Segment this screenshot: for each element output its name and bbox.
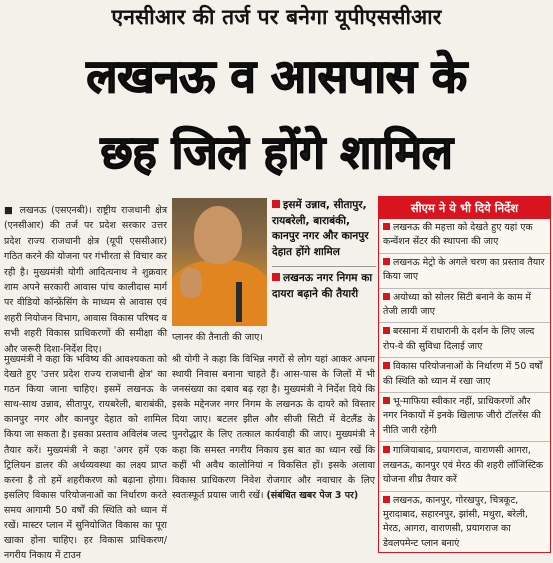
directives-title: सीएम ने ये भी दिये निर्देश xyxy=(379,197,550,219)
directive-item: गाजियाबाद, प्रयागराज, वाराणसी आगरा, लखनऊ, कानपुर एवं मेरठ की शहरी लॉजिस्टिक योजना शीघ्र तैयार करें xyxy=(379,442,550,491)
planner-line: प्लानर की तैनाती की जाए। xyxy=(172,332,263,343)
photo-microphone xyxy=(236,282,242,322)
directive-item: अयोध्या को सोलर सिटी बनाने के काम में तेजी लायी जाए xyxy=(379,289,550,324)
directives-box xyxy=(378,196,551,553)
article-body-column-1 xyxy=(4,352,167,563)
directive-item: लखनऊ, कानपुर, गोरखपुर, चित्रकूट, मुरादाबाद, सहारनपुर, झांसी, मथुरा, बरेली, मेरठ, आगरा, वाराणसी, प्रयागराज का डेवलपमेन्ट प्लान बनाएं xyxy=(383,494,528,549)
bullet-square-icon xyxy=(383,293,390,300)
bullet-square-icon xyxy=(383,362,390,369)
directive-item: लखनऊ की महत्ता को देखते हुए यहां एक कन्वेंशन सेंटर की स्थापना की जाए xyxy=(379,219,550,254)
main-headline-line2: छह जिले होंगे शामिल xyxy=(100,125,453,179)
photo-face xyxy=(194,206,242,264)
bullet-square-icon xyxy=(272,273,280,281)
article-intro-column xyxy=(4,203,167,357)
sidebar-item-districts: इसमें उन्नाव, सीतापुर, रायबरेली, बाराबंकी, कानपुर नगर और कानपुर देहात होंगे शामिल xyxy=(272,199,369,258)
related-news-note[interactable]: (संबंधित खबर पेज 3 पर) xyxy=(266,489,359,501)
cm-photo xyxy=(172,198,267,326)
directive-item: बरसाना में राधारानी के दर्शन के लिए जल्द रोप-वे की सुविधा दिलाई जाए xyxy=(379,323,550,358)
bullet-square-icon xyxy=(383,397,390,404)
bullet-square-icon xyxy=(383,223,390,230)
sidebar-divider xyxy=(272,266,376,267)
main-headline-line1: लखनऊ व आसपास के xyxy=(86,49,467,103)
kicker-headline: एनसीआर की तर्ज पर बनेगा यूपीएससीआर xyxy=(0,0,553,34)
bullet-square-icon xyxy=(383,446,390,453)
directive-item: लखनऊ मेट्रो के अगले चरण का प्रस्ताव तैयार किया जाए xyxy=(379,254,550,289)
bullet-square-icon xyxy=(383,327,390,334)
article-intro-text: ■ लखनऊ (एसएनबी)। राष्ट्रीय राजधानी क्षेत्र (एनसीआर) की तर्ज पर प्रदेश सरकार उत्तर प्रदेश राज्य राजधानी क्षेत्र (यूपी एससीआर) गठित करने की योजना पर गंभीरता से विचार कर रही है। मुख्यमंत्री योगी आदित्यनाथ ने शुक्रवार शाम अपने सरकारी आवास पांच कालीदास मार्ग पर वीडियो कॉन्फ्रेंसिंग के माध्यम से आवास एवं शहरी नियोजन विभाग, आवास विकास परिषद व सभी शहरी विकास प्राधिकरणों की समीक्षा की और जरूरी दिशा-निर्देश दिए। xyxy=(4,205,167,355)
article-body-text-2: श्री योगी ने कहा कि विभिन्न नगरों से लोग यहां आकर अपना स्थायी निवास बनाना चाहते हैं। आस-पास के जिलों में भी जनसंख्या का दबाव बढ़ रहा है। मुख्यमंत्री ने निर्देश दिये कि इसके मद्देनजर नगर निगम के लखनऊ के दायरे को विस्तार दिया जाए। बटलर झील और सीजी सिटी में वेटलैंड के पुनरोद्धार के लिए तत्काल कार्यवाही की जाए। मुख्यमंत्री ने कहा कि समस्त नगरीय निकाय इस बात का ध्यान रखें कि कहीं भी अवैध कालोनियां न विकसित हों। इसके अलावा विकास प्राधिकरण निवेश रोजगार और नवाचार के लिए स्वतःस्फूर्त प्रयास जारी रखें। xyxy=(172,354,375,501)
article-body-text-1: मुख्यमंत्री ने कहा कि भविष्य की आवश्यकता को देखते हुए 'उत्तर प्रदेश राज्य राजधानी क्षेत्र' का गठन किया जाना चाहिए। इसमें लखनऊ के साथ-साथ उन्नाव, सीतापुर, रायबरेली, बाराबंकी, कानपुर नगर और कानपुर देहात को शामिल किया जा सकता है। इसका प्रस्ताव अविलंब जल्द तैयार करें। मुख्यमंत्री ने कहा 'अगर हमें एक ट्रिलियन डालर की अर्थव्यवस्था का लक्ष्य प्राप्त करना है तो हमें शहरीकरण को बढ़ाना होगा। इसलिए विकास परियोजनाओं का निर्धारण करते समय आगामी 50 वर्षों की स्थिति को ध्यान में रखें। मास्टर प्लान में सुनियोजित विकास का पूरा खाका होना चाहिए। हर विकास प्राधिकरण/नगरीय निकाय में टाउन xyxy=(4,354,167,562)
bullet-square-icon xyxy=(383,258,390,265)
bullet-square-icon xyxy=(383,496,390,503)
directive-item: भू-माफिया स्वीकार नहीं, प्राधिकरणों और नगर निकायों में इनके खिलाफ जीरो टॉलरेंस की नीति जारी रहेगी xyxy=(379,393,550,442)
highlight-sidebar xyxy=(272,198,376,302)
photo-hand xyxy=(180,268,202,298)
article-body-column-2 xyxy=(172,352,375,503)
sidebar-item-nagar-nigam: लखनऊ नगर निगम का दायरा बढ़ाने की तैयारी xyxy=(272,272,373,300)
directive-item: विकास परियोजनाओं के निर्धारण में 50 वर्षों की स्थिति को ध्यान में रखा जाए xyxy=(379,358,550,393)
bullet-square-icon xyxy=(272,200,280,208)
